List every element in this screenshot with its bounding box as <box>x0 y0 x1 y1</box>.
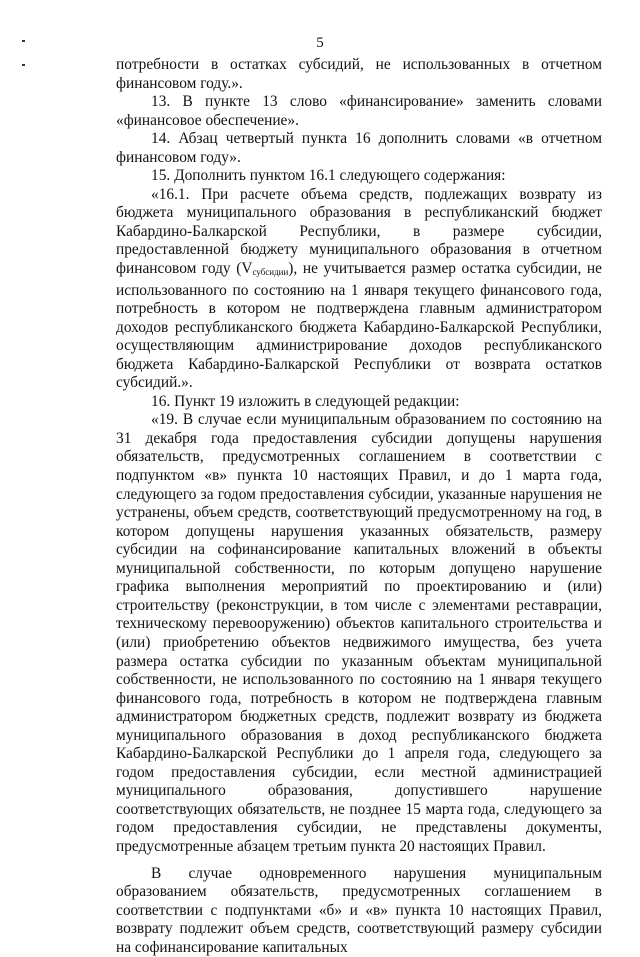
paragraph-simultaneous-violation: В случае одновременного нарушения муниципальным образованием обязательств, предусмотренных соглашением в соответствии с подпунктами «б» и «в» пункта 10 настоящих Правил, возврату подлежит объем средств, соответствующий размеру субсидии на софинансирование капитальных <box>116 864 602 956</box>
paragraph-item-15: 15. Дополнить пунктом 16.1 следующего содержания: <box>151 167 506 185</box>
paragraph-continuation: потребности в остатках субсидий, не использованных в отчетном финансовом году.». <box>116 56 602 92</box>
paragraph-text: ), не учитывается размер остатка субсидии, не использованного по состоянию на 1 января текущего финансового года, потребность в котором не подтверждена главным администратором доходов республиканского бюджета Кабардино-Балкарской Республики, осуществляющим администрирование доходов республиканского бюджета Кабардино-Балкарской Республики от возврата остатков субсидий.». <box>116 260 602 392</box>
scan-mark-bottom <box>22 64 25 66</box>
paragraph-text: «16.1. При расчете объема средств, подлежащих возврату из бюджета муниципального образования в республиканский бюджет Кабардино-Балкарской Республики, в размере субсидии, предоставленной бюджету муниципального образования в отчетном финансовом году (V <box>116 185 602 278</box>
paragraph-item-16: 16. Пункт 19 изложить в следующей редакции: <box>151 392 460 410</box>
paragraph-point-16-1 <box>116 186 602 393</box>
paragraph-point-19: «19. В случае если муниципальным образованием по состоянию на 31 декабря года предоставления субсидии допущены нарушения обязательств, предусмотренных соглашением в соответствии с подпунктом «в» пункта 10 настоящих Правил, и до 1 марта года, следующего за годом предоставления субсидии, указанные нарушения не устранены, объем средств, соответствующий предусмотренному на год, в котором допущены нарушения указанных обязательств, размеру субсидии на софинансирование капитальных вложений в объекты муниципальной собственности, по которым допущено нарушение графика выполнения мероприятий по проектированию и (или) строительству (реконструкции, в том числе с элементами реставрации, техническому перевооружению) объектов капитального строительства и (или) приобретению объектов недвижимого имущества, без учета размера остатка субсидии по указанным объектам муниципальной собственности, не использованного по состоянию на 1 января текущего финансового года, потребность в котором не подтверждена главным администратором бюджетных средств, подлежит возврату из бюджета муниципального образования в доход республиканского бюджета Кабардино-Балкарской Республики до 1 апреля года, следующего за годом предоставления субсидии, если местной администрацией муниципального образования, допустившего нарушение соответствующих обязательств, не позднее 15 марта года, следующего за годом предоставления субсидии, не представлены документы, предусмотренные абзацем третьим пункта 20 настоящих Правил. <box>116 411 602 855</box>
page-number: 5 <box>316 35 324 51</box>
document-body <box>116 56 602 957</box>
paragraph-item-13: 13. В пункте 13 слово «финансирование» заменить словами «финансовое обеспечение». <box>116 93 602 129</box>
paragraph-item-14: 14. Абзац четвертый пункта 16 дополнить словами «в отчетном финансовом году». <box>116 130 602 166</box>
subscript-subsidy: субсидии <box>252 267 289 278</box>
